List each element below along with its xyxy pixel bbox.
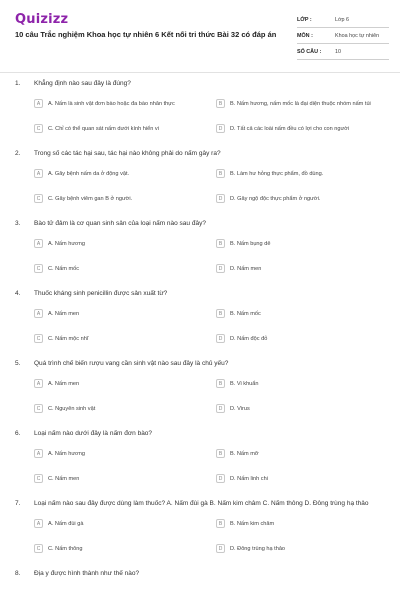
page-title: 10 câu Trắc nghiệm Khoa học tự nhiên 6 Kết nối tri thức Bài 32 có đáp án bbox=[15, 30, 277, 39]
option-text: C. Gây bệnh viêm gan B ở người. bbox=[48, 196, 133, 202]
meta-value: Khoa học tự nhiên bbox=[335, 32, 380, 39]
question-item bbox=[0, 220, 400, 290]
question-number: 4. bbox=[15, 290, 21, 297]
option-letter-badge: C bbox=[34, 544, 43, 553]
option-text: C. Nấm thông bbox=[48, 546, 83, 552]
question-number: 5. bbox=[15, 360, 21, 367]
question-text: Loại nấm nào dưới đây là nấm đơn bào? bbox=[34, 430, 153, 437]
answer-option[interactable] bbox=[216, 380, 388, 394]
answer-option[interactable] bbox=[216, 100, 388, 114]
answer-option[interactable] bbox=[216, 240, 388, 254]
answer-option[interactable] bbox=[34, 545, 206, 559]
question-number: 8. bbox=[15, 570, 21, 577]
option-text: B. Vi khuẩn bbox=[230, 381, 259, 387]
option-text: B. Làm hư hỏng thực phẩm, đồ dùng. bbox=[230, 171, 324, 177]
option-letter-badge: A bbox=[34, 239, 43, 248]
answer-option[interactable] bbox=[216, 310, 388, 324]
option-text: B. Nấm mỡ bbox=[230, 451, 259, 457]
option-text: A. Nấm đùi gà bbox=[48, 521, 84, 527]
option-letter-badge: A bbox=[34, 379, 43, 388]
option-letter-badge: A bbox=[34, 309, 43, 318]
answer-option[interactable] bbox=[216, 475, 388, 489]
meta-row-grade bbox=[297, 12, 389, 28]
question-number: 3. bbox=[15, 220, 21, 227]
option-letter-badge: D bbox=[216, 544, 225, 553]
question-item bbox=[0, 290, 400, 360]
question-list bbox=[0, 80, 400, 600]
option-letter-badge: D bbox=[216, 334, 225, 343]
answer-option[interactable] bbox=[34, 100, 206, 114]
meta-value: 10 bbox=[335, 48, 341, 55]
meta-row-count bbox=[297, 44, 389, 60]
option-text: D. Đông trùng hạ thảo bbox=[230, 546, 286, 552]
meta-value: Lớp 6 bbox=[335, 16, 350, 23]
option-letter-badge: D bbox=[216, 404, 225, 413]
option-text: B. Nấm kim châm bbox=[230, 521, 275, 527]
answer-option[interactable] bbox=[216, 125, 388, 139]
question-number: 6. bbox=[15, 430, 21, 437]
answer-option[interactable] bbox=[34, 310, 206, 324]
answer-option[interactable] bbox=[34, 195, 206, 209]
option-letter-badge: C bbox=[34, 264, 43, 273]
option-text: C. Nguyên sinh vật bbox=[48, 406, 96, 412]
option-text: C. Nấm mốc bbox=[48, 266, 80, 272]
answer-option[interactable] bbox=[216, 195, 388, 209]
answer-option[interactable] bbox=[34, 125, 206, 139]
question-text: Địa y được hình thành như thế nào? bbox=[34, 570, 140, 577]
answer-option[interactable] bbox=[34, 450, 206, 464]
question-item bbox=[0, 360, 400, 430]
option-letter-badge: D bbox=[216, 124, 225, 133]
answer-option[interactable] bbox=[216, 335, 388, 349]
option-text: A. Nấm là sinh vật đơn bào hoặc đa bào nhân thực bbox=[48, 101, 175, 107]
answer-option[interactable] bbox=[216, 265, 388, 279]
option-text: B. Nấm bụng dê bbox=[230, 241, 271, 247]
option-text: D. Nấm độc đỏ bbox=[230, 336, 268, 342]
option-text: D. Tất cả các loài nấm đều có lợi cho con người bbox=[230, 126, 350, 132]
question-text: Loại nấm nào sau đây được dùng làm thuốc? A. Nấm đùi gà B. Nấm kim châm C. Nấm thông D. Đông trùng hạ thảo bbox=[34, 500, 369, 507]
option-letter-badge: A bbox=[34, 449, 43, 458]
answer-option[interactable] bbox=[216, 170, 388, 184]
answer-option[interactable] bbox=[34, 335, 206, 349]
option-letter-badge: D bbox=[216, 264, 225, 273]
answer-option[interactable] bbox=[216, 405, 388, 419]
option-text: B. Nấm mốc bbox=[230, 311, 261, 317]
option-text: D. Nấm linh chi bbox=[230, 476, 268, 482]
question-text: Trong số các tác hại sau, tác hại nào không phải do nấm gây ra? bbox=[34, 150, 221, 157]
option-text: D. Gây ngộ độc thực phẩm ở người. bbox=[230, 196, 321, 202]
meta-row-subject bbox=[297, 28, 389, 44]
option-letter-badge: A bbox=[34, 519, 43, 528]
option-letter-badge: A bbox=[34, 169, 43, 178]
option-text: C. Chỉ có thể quan sát nấm dưới kính hiển vi bbox=[48, 126, 159, 132]
answer-option[interactable] bbox=[216, 545, 388, 559]
meta-label: LỚP : bbox=[297, 16, 312, 23]
question-item bbox=[0, 150, 400, 220]
question-item bbox=[0, 570, 400, 600]
question-text: Quá trình chế biến rượu vang cần sinh vật nào sau đây là chủ yếu? bbox=[34, 360, 229, 367]
question-number: 7. bbox=[15, 500, 21, 507]
option-letter-badge: D bbox=[216, 474, 225, 483]
question-item bbox=[0, 430, 400, 500]
option-letter-badge: B bbox=[216, 379, 225, 388]
page-header bbox=[0, 0, 400, 68]
option-letter-badge: A bbox=[34, 99, 43, 108]
question-item bbox=[0, 80, 400, 150]
option-letter-badge: C bbox=[34, 474, 43, 483]
option-letter-badge: D bbox=[216, 194, 225, 203]
answer-option[interactable] bbox=[34, 405, 206, 419]
quizizz-logo[interactable]: Quizizz bbox=[15, 12, 69, 27]
option-letter-badge: B bbox=[216, 309, 225, 318]
option-text: A. Nấm men bbox=[48, 381, 80, 387]
option-letter-badge: B bbox=[216, 99, 225, 108]
option-text: D. Nấm men bbox=[230, 266, 262, 272]
option-text: C. Nấm men bbox=[48, 476, 80, 482]
question-text: Bào tử đảm là cơ quan sinh sản của loại nấm nào sau đây? bbox=[34, 220, 206, 227]
answer-option[interactable] bbox=[216, 520, 388, 534]
answer-option[interactable] bbox=[34, 380, 206, 394]
option-letter-badge: B bbox=[216, 519, 225, 528]
question-number: 2. bbox=[15, 150, 21, 157]
option-text: A. Nấm hương bbox=[48, 451, 85, 457]
option-letter-badge: B bbox=[216, 449, 225, 458]
option-text: D. Virus bbox=[230, 406, 250, 412]
meta-label: SỐ CÂU : bbox=[297, 48, 322, 55]
option-letter-badge: C bbox=[34, 124, 43, 133]
option-text: A. Nấm hương bbox=[48, 241, 85, 247]
option-letter-badge: C bbox=[34, 194, 43, 203]
option-text: B. Nấm hương, nấm mốc là đại diện thuộc nhóm nấm túi bbox=[230, 101, 371, 107]
option-letter-badge: B bbox=[216, 169, 225, 178]
answer-option[interactable] bbox=[34, 240, 206, 254]
answer-option[interactable] bbox=[34, 475, 206, 489]
option-text: A. Nấm men bbox=[48, 311, 80, 317]
question-item bbox=[0, 500, 400, 570]
question-number: 1. bbox=[15, 80, 21, 87]
option-letter-badge: C bbox=[34, 404, 43, 413]
question-text: Thuốc kháng sinh penicillin được sản xuất từ? bbox=[34, 290, 168, 297]
answer-option[interactable] bbox=[34, 520, 206, 534]
answer-option[interactable] bbox=[216, 450, 388, 464]
option-text: C. Nấm mộc nhĩ bbox=[48, 336, 89, 342]
answer-option[interactable] bbox=[34, 265, 206, 279]
answer-option[interactable] bbox=[34, 170, 206, 184]
meta-label: MÔN : bbox=[297, 32, 313, 39]
header-divider bbox=[0, 72, 400, 73]
meta-box bbox=[297, 12, 389, 60]
option-letter-badge: C bbox=[34, 334, 43, 343]
option-text: A. Gây bệnh nấm da ở động vật. bbox=[48, 171, 130, 177]
question-text: Khẳng định nào sau đây là đúng? bbox=[34, 80, 131, 87]
option-letter-badge: B bbox=[216, 239, 225, 248]
